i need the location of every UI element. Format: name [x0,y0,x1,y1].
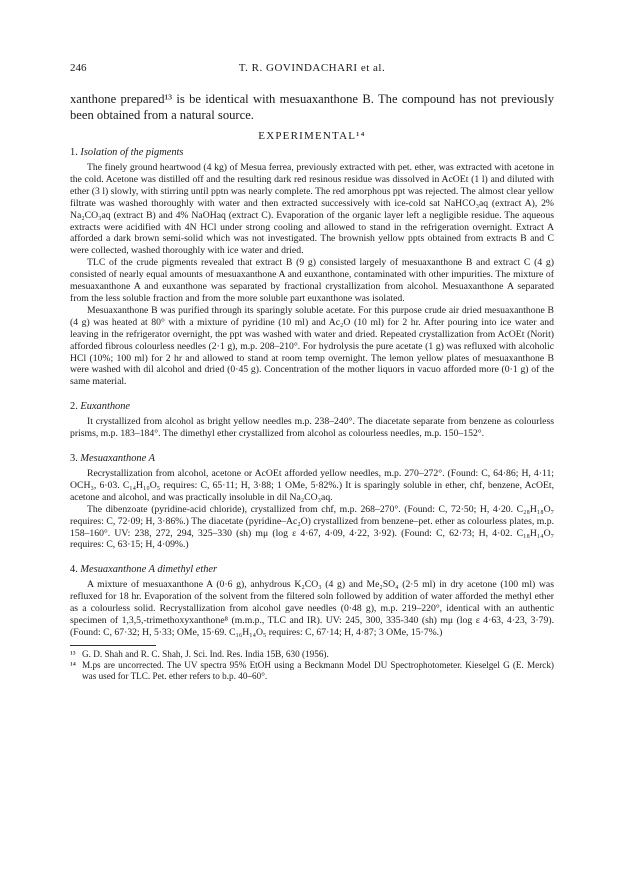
section-number: 2. [70,401,78,413]
section-heading-experimental: EXPERIMENTAL¹⁴ [258,130,366,142]
page-header [70,62,554,78]
footnote [70,649,554,660]
section-number: 1. [70,147,78,158]
section-isolation [70,146,554,388]
paragraph: Recrystallization from alcohol, acetone or AcOEt afforded yellow needles, m.p. 270–272°. (Found: C, 64·86; H, 4·11; OCH₃, 6·03. C₁₄H₁₀O₅ requires: C, 65·11; H, 3·88; 1 OMe, 5·82%.) It is sparingly soluble in ether, chf, benzene, AcOEt, acetone and alcohol, and was practically insoluble in dil Na₂CO₃aq. [70,468,554,503]
footnote [70,660,554,682]
section-title: Euxanthone [80,401,131,413]
page-body [70,92,554,683]
section-dimethyl-ether [70,563,554,639]
paragraph: TLC of the crude pigments revealed that extract B (9 g) consisted largely of mesuaxanthone B and extract C (4 g) consisted of nearly equal amounts of mesuaxanthone A and euxanthone, contaminated with other impurities. The mixture of mesuaxanthone A and euxanthone was separated by fractional crystallization from alcohol. Mesuaxanthone A separated from the less soluble fraction and from the more soluble part euxanthone was isolated. [70,257,554,304]
section-heading [70,563,554,576]
section-number: 4. [70,564,78,576]
page-number: 246 [70,62,87,74]
running-title: T. R. GOVINDACHARI et al. [238,62,386,74]
footnote-text: G. D. Shah and R. C. Shah, J. Sci. Ind. Res. India 15B, 630 (1956). [82,648,329,659]
paragraph: A mixture of mesuaxanthone A (0·6 g), anhydrous K₂CO₃ (4 g) and Me₂SO₄ (2·5 ml) in dry acetone (100 ml) was refluxed for 18 hr. Evaporation of the solvent from the filtered soln followed by addition of water afforded the methyl ether as a colourless solid. Recrystallization from alcohol gave needles (0·48 g), m.p. 219–220°, identical with an authentic specimen of 1,3,5,-trimethoxyxanthone⁸ (m.m.p., TLC and IR). UV: 245, 300, 335-340 (sh) mμ (log ε 4·63, 4·23, 3·79). (Found: C, 67·32; H, 5·33; OMe, 15·69. C₁₆H₁₄O₅ requires: C, 67·14; H, 4·87; 3 OMe, 15·7%.) [70,579,554,638]
paragraph: The finely ground heartwood (4 kg) of Mesua ferrea, previously extracted with pet. ether, was extracted with acetone in the cold. Acetone was distilled off and the resulting dark red resinous residue was dissolved in AcOEt (1 l) and diluted with ether (3 l) slowly, with stirring until pptn was nearly complete. The red amorphous ppt was rejected. The almost clear yellow filtrate was washed thoroughly with water and then extracted successively with ice-cold sat NaHCO₃aq (extract A), 2% Na₂CO₃aq (extract B) and 4% NaOHaq (extract C). Evaporation of the organic layer left a negligible residue. The aqueous extracts were acidified with 4N HCl under strong cooling and allowed to stand in the refrigeration overnight. Extract A afforded a dark brown semi-solid which was not investigated. The brownish yellow ppts obtained from extracts B and C were collected, washed thoroughly with ice water and dried. [70,162,554,257]
section-title: Mesuaxanthone A dimethyl ether [80,564,218,576]
footnote-rule [70,645,156,646]
section-number: 3. [70,453,78,465]
footnotes [70,649,554,683]
section-title: Mesuaxanthone A [80,453,155,465]
section-euxanthone [70,400,554,440]
footnote-mark: ¹⁴ [70,660,76,671]
footnote-mark: ¹³ [70,648,76,659]
footnote-text: M.ps are uncorrected. The UV spectra 95% EtOH using a Beckmann Model DU Spectrophotometer. Kieselgel G (E. Merck) was used for TLC. Pet. ether refers to b.p. 40–60°. [82,660,554,682]
paragraph: Mesuaxanthone B was purified through its sparingly soluble acetate. For this purpose crude air dried mesuaxanthone B (4 g) was heated at 80° with a mixture of pyridine (10 ml) and Ac₂O (10 ml) for 2 hr. After pouring into ice water and leaving in the refrigerator overnight, the ppt was washed with water and dried. Repeated crystallization from AcOEt (Norit) afforded fibrous colourless needles (2·1 g), m.p. 208–210°. For hydrolysis the pure acetate (1 g) was refluxed with alcoholic HCl (10%; 100 ml) for 2 hr and allowed to stand at room temp overnight. The lemon yellow plates of mesuaxanthone B were washed with dil alcohol and dried (0·45 g). Concentration of the mother liquors in vacuo afforded more (0·1 g) of the same material. [70,304,554,388]
section-heading [70,452,554,465]
section-heading [70,146,554,159]
paragraph: It crystallized from alcohol as bright yellow needles m.p. 238–240°. The diacetate separate from benzene as colourless prisms, m.p. 183–184°. The dimethyl ether crystallized from alcohol as colourless needles, m.p. 150–152°. [70,416,554,440]
paragraph: The dibenzoate (pyridine-acid chloride), crystallized from chf, m.p. 268–270°. (Found: C, 72·50; H, 4·20. C₂₈H₁₈O₇ requires: C, 72·09; H, 3·86%.) The diacetate (pyridine–Ac₂O) crystallized from benzene–pet. ether as colourless plates, m.p. 158–160°. UV: 238, 272, 294, 325–330 (sh) mμ (log ε 4·67, 4·09, 4·22, 3·92). (Found: C, 62·73; H, 4·02. C₁₈H₁₄O₇ requires: C, 63·15; H, 4·09%.) [70,503,554,551]
section-title: Isolation of the pigments [80,147,184,158]
section-heading [70,400,554,413]
section-mesuaxanthone-a [70,452,554,551]
lead-paragraph: xanthone prepared¹³ is be identical with mesuaxanthone B. The compound has not previously been obtained from a natural source. [70,92,554,122]
